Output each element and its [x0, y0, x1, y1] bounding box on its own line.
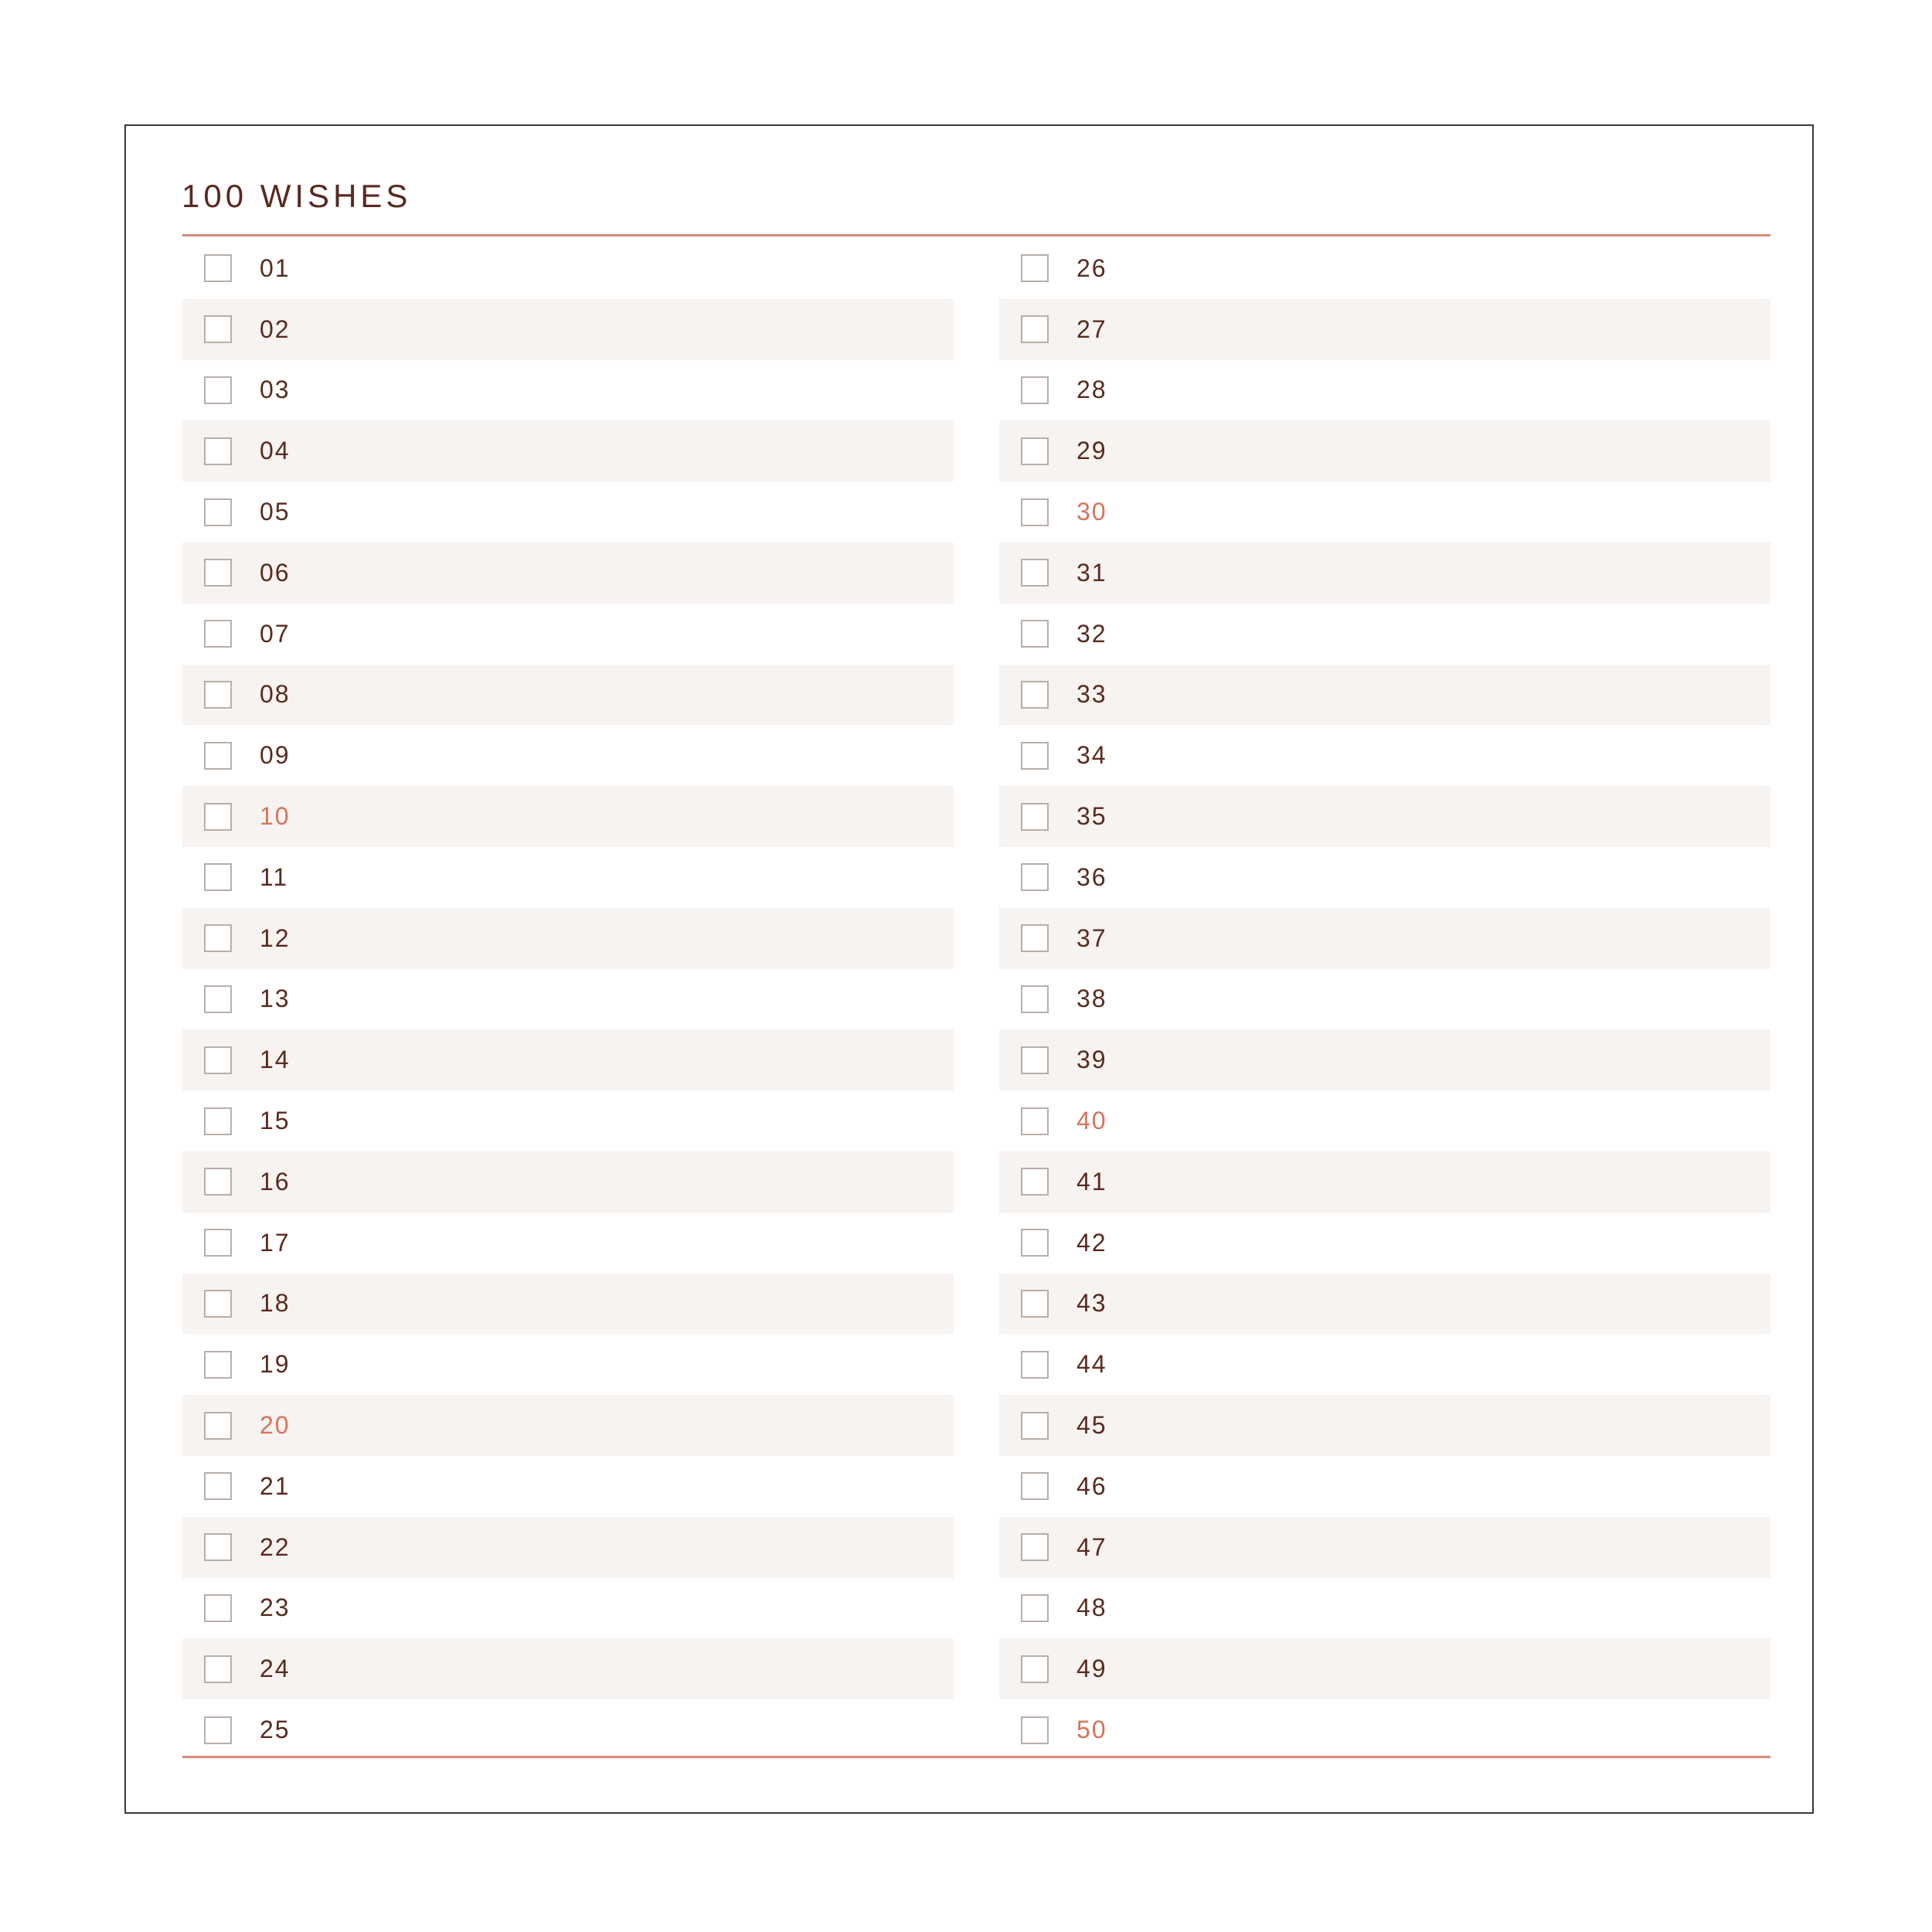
wish-row: [999, 1699, 1770, 1760]
wish-checkbox[interactable]: [1021, 1107, 1049, 1135]
wish-row: [999, 543, 1770, 604]
wish-row: [182, 1638, 954, 1699]
wish-checkbox[interactable]: [1021, 803, 1049, 831]
wish-row: [999, 725, 1770, 786]
wish-number: 10: [260, 802, 291, 831]
wish-row: [999, 847, 1770, 908]
wish-row: [182, 238, 954, 299]
wish-row: [999, 1638, 1770, 1699]
wish-row: [182, 969, 954, 1030]
wish-checkbox[interactable]: [204, 1290, 232, 1318]
wish-row: [182, 604, 954, 665]
wish-number: 24: [260, 1655, 291, 1683]
wish-number: 45: [1077, 1411, 1107, 1440]
wish-row: [182, 299, 954, 360]
wish-row: [182, 1090, 954, 1151]
wish-row: [999, 481, 1770, 543]
wish-row: [182, 665, 954, 726]
wish-row: [182, 1334, 954, 1395]
wish-number: 01: [260, 253, 291, 282]
wish-checkbox[interactable]: [1021, 924, 1049, 952]
wish-row: [182, 725, 954, 786]
wish-checkbox[interactable]: [1021, 1655, 1049, 1683]
wish-row: [999, 1029, 1770, 1090]
wish-checkbox[interactable]: [204, 985, 232, 1013]
wish-row: [999, 1213, 1770, 1274]
wish-row: [182, 360, 954, 421]
wish-checkbox[interactable]: [1021, 1290, 1049, 1318]
wish-number: 42: [1077, 1228, 1107, 1257]
wish-number: 22: [260, 1532, 291, 1561]
wish-checkbox[interactable]: [204, 1655, 232, 1683]
wish-row: [999, 1578, 1770, 1639]
wish-checkbox[interactable]: [1021, 742, 1049, 770]
wish-number: 30: [1077, 498, 1107, 526]
wish-number: 14: [260, 1046, 291, 1074]
wish-number: 13: [260, 985, 291, 1013]
wish-number: 26: [1077, 253, 1107, 282]
wish-number: 25: [260, 1716, 291, 1744]
wish-number: 02: [260, 315, 291, 343]
wish-row: [999, 420, 1770, 481]
wish-row: [182, 1029, 954, 1090]
wish-checkbox[interactable]: [204, 437, 232, 465]
wish-checkbox[interactable]: [1021, 1229, 1049, 1257]
wish-number: 48: [1077, 1594, 1107, 1622]
wish-checkbox[interactable]: [204, 1107, 232, 1135]
wish-number: 34: [1077, 741, 1107, 770]
wish-checkbox[interactable]: [204, 1533, 232, 1561]
wish-number: 44: [1077, 1350, 1107, 1379]
wish-number: 11: [260, 862, 289, 891]
wish-checkbox[interactable]: [1021, 985, 1049, 1013]
wish-number: 41: [1077, 1167, 1107, 1196]
wish-checkbox[interactable]: [204, 1594, 232, 1622]
wish-row: [999, 1090, 1770, 1151]
wish-checkbox[interactable]: [204, 376, 232, 404]
wish-number: 43: [1077, 1289, 1107, 1318]
page-title: 100 WISHES: [182, 178, 412, 214]
wish-row: [182, 1517, 954, 1578]
wish-checkbox[interactable]: [1021, 1412, 1049, 1440]
wish-checkbox[interactable]: [204, 1716, 232, 1744]
wish-number: 29: [1077, 437, 1107, 465]
wish-number: 23: [260, 1594, 291, 1622]
wish-row: [999, 604, 1770, 665]
wish-number: 06: [260, 558, 291, 587]
wish-number: 35: [1077, 802, 1107, 831]
wish-checkbox[interactable]: [1021, 498, 1049, 526]
wish-checkbox[interactable]: [1021, 315, 1049, 343]
wish-checkbox[interactable]: [204, 924, 232, 952]
wish-number: 27: [1077, 315, 1107, 343]
wish-number: 03: [260, 376, 291, 404]
wish-number: 08: [260, 680, 291, 709]
wish-checkbox[interactable]: [1021, 559, 1049, 587]
wish-row: [999, 786, 1770, 847]
wish-row: [182, 1395, 954, 1456]
wish-list-right-column: [999, 238, 1770, 1760]
wish-checkbox[interactable]: [1021, 681, 1049, 709]
wish-number: 38: [1077, 985, 1107, 1013]
wish-checkbox[interactable]: [1021, 1533, 1049, 1561]
wish-row: [999, 360, 1770, 421]
wish-number: 46: [1077, 1471, 1107, 1500]
wish-list-left-column: [182, 238, 954, 1760]
wish-number: 07: [260, 619, 291, 648]
wish-row: [999, 969, 1770, 1030]
wish-number: 20: [260, 1411, 291, 1440]
wish-checkbox[interactable]: [204, 863, 232, 891]
wish-row: [182, 1151, 954, 1213]
wish-row: [999, 1517, 1770, 1578]
wish-row: [182, 1578, 954, 1639]
wish-number: 12: [260, 923, 291, 952]
wish-checkbox[interactable]: [1021, 1472, 1049, 1500]
wish-number: 05: [260, 498, 291, 526]
wish-row: [999, 238, 1770, 299]
wish-checkbox[interactable]: [204, 1472, 232, 1500]
wish-row: [182, 908, 954, 969]
wish-checkbox[interactable]: [204, 1229, 232, 1257]
wish-row: [182, 786, 954, 847]
wish-number: 04: [260, 437, 291, 465]
wish-checkbox[interactable]: [1021, 1351, 1049, 1379]
wish-checkbox[interactable]: [1021, 620, 1049, 648]
wish-number: 19: [260, 1350, 291, 1379]
wish-row: [999, 1334, 1770, 1395]
wish-number: 36: [1077, 862, 1107, 891]
wish-number: 33: [1077, 680, 1107, 709]
wish-row: [999, 908, 1770, 969]
wish-row: [999, 665, 1770, 726]
wish-number: 32: [1077, 619, 1107, 648]
wish-number: 50: [1077, 1716, 1107, 1744]
wish-checkbox[interactable]: [204, 620, 232, 648]
wish-checkbox[interactable]: [1021, 863, 1049, 891]
wish-row: [999, 1274, 1770, 1335]
wish-row: [999, 1151, 1770, 1213]
wish-row: [182, 481, 954, 543]
wish-row: [182, 1274, 954, 1335]
wish-checkbox[interactable]: [204, 254, 232, 282]
wish-number: 16: [260, 1167, 291, 1196]
wish-checkbox[interactable]: [204, 1351, 232, 1379]
wish-row: [182, 847, 954, 908]
wish-checkbox[interactable]: [204, 681, 232, 709]
wish-number: 18: [260, 1289, 291, 1318]
wish-number: 28: [1077, 376, 1107, 404]
wish-checkbox[interactable]: [1021, 1046, 1049, 1074]
wish-number: 09: [260, 741, 291, 770]
wish-row: [999, 1456, 1770, 1517]
footer-divider: [182, 1756, 1770, 1758]
wish-checkbox[interactable]: [1021, 254, 1049, 282]
wish-row: [182, 1699, 954, 1760]
wish-number: 37: [1077, 923, 1107, 952]
wish-row: [182, 420, 954, 481]
wish-number: 17: [260, 1228, 291, 1257]
wish-number: 49: [1077, 1655, 1107, 1683]
wish-number: 15: [260, 1107, 291, 1135]
wish-number: 21: [260, 1471, 291, 1500]
wish-checkbox[interactable]: [204, 1046, 232, 1074]
wish-checkbox[interactable]: [204, 315, 232, 343]
wish-checkbox[interactable]: [204, 803, 232, 831]
wish-checkbox[interactable]: [1021, 1594, 1049, 1622]
wish-row: [182, 543, 954, 604]
wish-checkbox[interactable]: [204, 742, 232, 770]
wish-row: [999, 299, 1770, 360]
wish-checkbox[interactable]: [204, 1168, 232, 1196]
wish-number: 40: [1077, 1107, 1107, 1135]
wish-checkbox[interactable]: [1021, 376, 1049, 404]
header-divider: [182, 234, 1770, 236]
wish-checkbox[interactable]: [204, 498, 232, 526]
wish-row: [182, 1213, 954, 1274]
wish-number: 31: [1077, 558, 1107, 587]
wish-checkbox[interactable]: [1021, 1168, 1049, 1196]
wish-checkbox[interactable]: [204, 1412, 232, 1440]
wish-row: [182, 1456, 954, 1517]
wish-number: 47: [1077, 1532, 1107, 1561]
wish-number: 39: [1077, 1046, 1107, 1074]
wish-checkbox[interactable]: [1021, 437, 1049, 465]
wishlist-page: [124, 124, 1814, 1814]
wish-checkbox[interactable]: [204, 559, 232, 587]
wish-checkbox[interactable]: [1021, 1716, 1049, 1744]
wish-row: [999, 1395, 1770, 1456]
